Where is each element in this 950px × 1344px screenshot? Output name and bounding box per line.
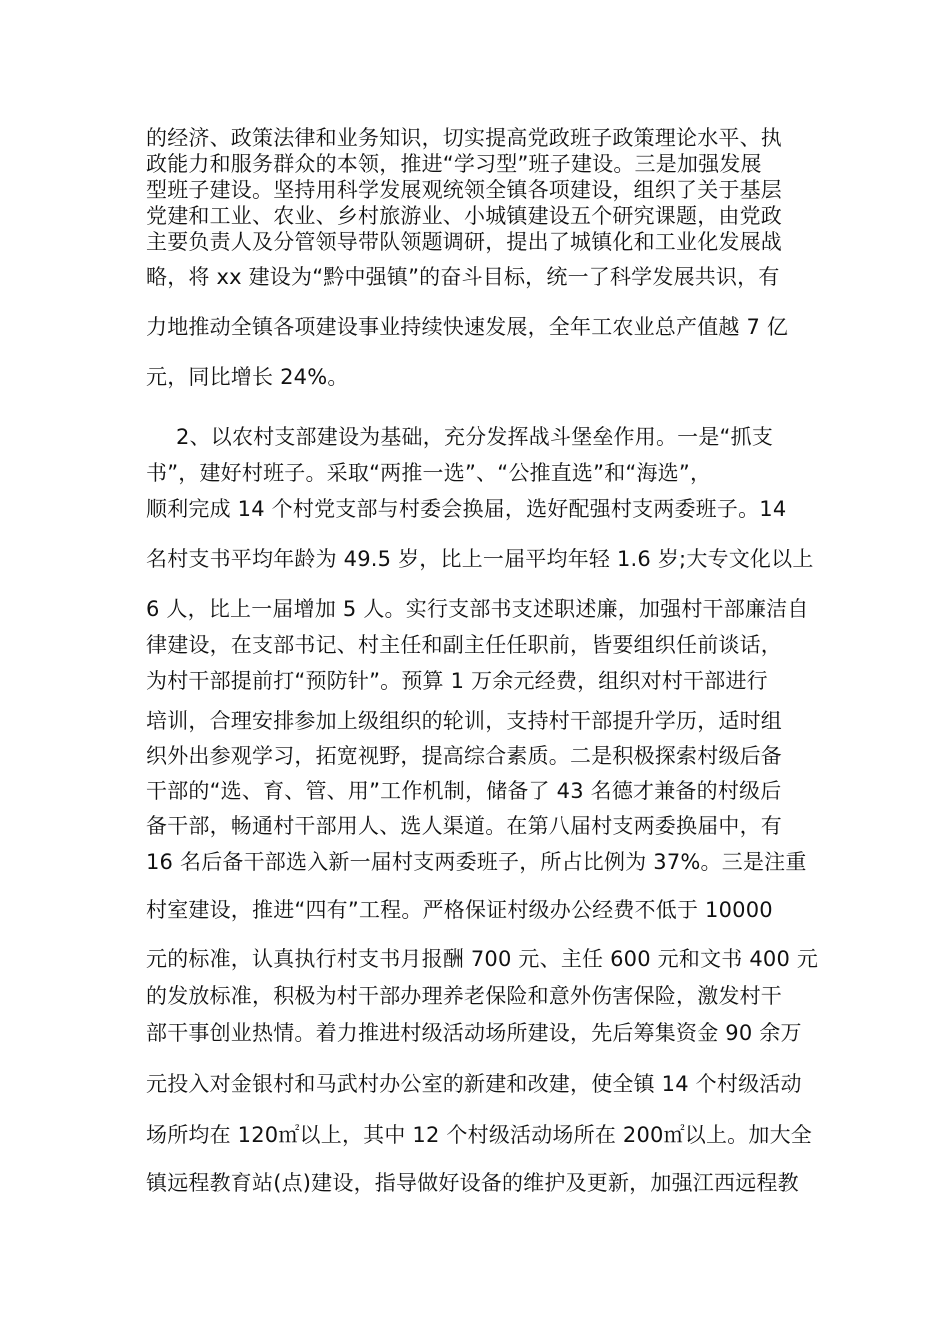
- text-line: 16 名后备干部选入新一届村支两委班子，所占比例为 37%。三是注重: [146, 850, 807, 874]
- text-line: 主要负责人及分管领导带队领题调研，提出了城镇化和工业化发展战: [146, 230, 782, 254]
- text-line: 部干事创业热情。着力推进村级活动场所建设，先后筹集资金 90 余万: [146, 1021, 802, 1045]
- text-line: 书”，建好村班子。采取“两推一选”、“公推直选”和“海选”，: [146, 461, 712, 485]
- text-line: 略，将 xx 建设为“黔中强镇”的奋斗目标，统一了科学发展共识，有: [146, 265, 780, 289]
- text-line: 力地推动全镇各项建设事业持续快速发展，全年工农业总产值越 7 亿: [146, 315, 789, 339]
- paragraph-first-line: 2、以农村支部建设为基础，充分发挥战斗堡垒作用。一是“抓支: [176, 425, 774, 449]
- text-line: 6 人，比上一届增加 5 人。实行支部书支述职述廉，加强村干部廉洁自: [146, 597, 809, 621]
- text-line: 为村干部提前打“预防针”。预算 1 万余元经费，组织对村干部进行: [146, 669, 768, 693]
- text-line: 政能力和服务群众的本领，推进“学习型”班子建设。三是加强发展: [146, 152, 762, 176]
- text-line: 律建设，在支部书记、村主任和副主任任职前，皆要组织任前谈话，: [146, 633, 782, 657]
- text-line: 备干部，畅通村干部用人、选人渠道。在第八届村支两委换届中，有: [146, 814, 782, 838]
- text-line: 村室建设，推进“四有”工程。严格保证村级办公经费不低于 10000: [146, 898, 773, 922]
- text-line: 干部的“选、育、管、用”工作机制，储备了 43 名德才兼备的村级后: [146, 779, 782, 803]
- text-line: 顺利完成 14 个村党支部与村委会换届，选好配强村支两委班子。14: [146, 497, 787, 521]
- text-line: 型班子建设。坚持用科学发展观统领全镇各项建设，组织了关于基层: [146, 178, 782, 202]
- text-line: 培训，合理安排参加上级组织的轮训，支持村干部提升学历，适时组: [146, 709, 782, 733]
- text-line: 场所均在 120㎡以上，其中 12 个村级活动场所在 200㎡以上。加大全: [146, 1123, 812, 1147]
- text-line: 元投入对金银村和马武村办公室的新建和改建，使全镇 14 个村级活动: [146, 1072, 802, 1096]
- text-line: 元，同比增长 24%。: [146, 365, 349, 389]
- text-line: 镇远程教育站(点)建设，指导做好设备的维护及更新，加强江西远程教: [146, 1171, 799, 1195]
- text-line: 名村支书平均年龄为 49.5 岁，比上一届平均年轻 1.6 岁;大专文化以上: [146, 547, 814, 571]
- text-line: 的发放标准，积极为村干部办理养老保险和意外伤害保险，激发村干: [146, 984, 782, 1008]
- text-line: 元的标准，认真执行村支书月报酬 700 元、主任 600 元和文书 400 元: [146, 947, 819, 971]
- text-line: 党建和工业、农业、乡村旅游业、小城镇建设五个研究课题，由党政: [146, 204, 782, 228]
- text-line: 的经济、政策法律和业务知识，切实提高党政班子政策理论水平、执: [146, 126, 782, 150]
- text-line: 织外出参观学习，拓宽视野，提高综合素质。二是积极探索村级后备: [146, 744, 782, 768]
